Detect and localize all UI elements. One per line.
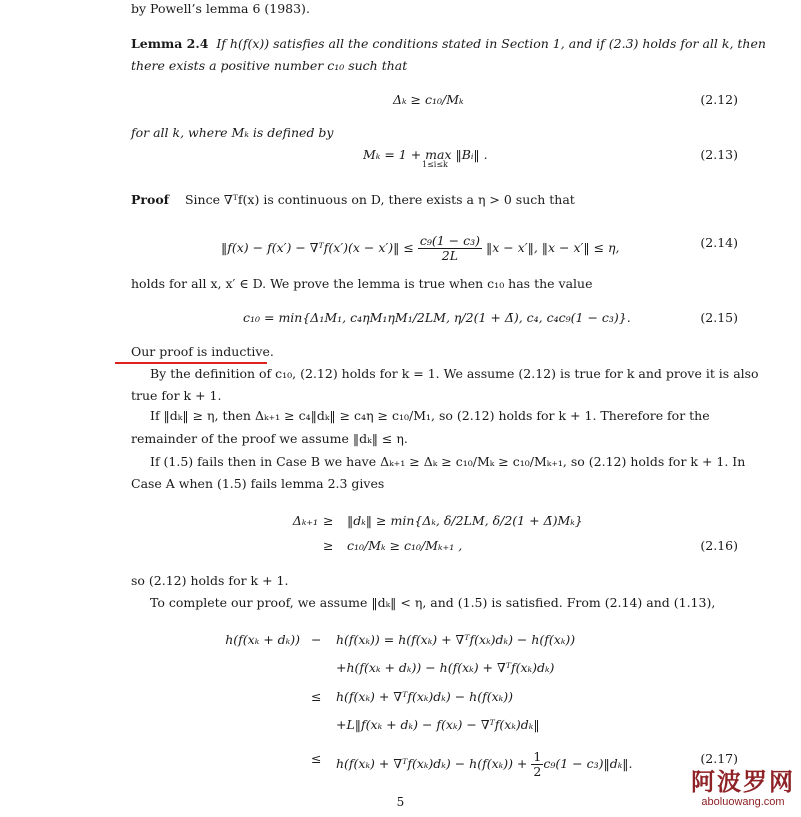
equation-2-17-half-denominator: 2 xyxy=(533,764,542,779)
proof-text: Since ∇ᵀf(x) is continuous on D, there exists a η > 0 such that xyxy=(184,192,575,207)
equation-number-2-16: (2.16) xyxy=(700,538,738,553)
equation-number-2-13: (2.13) xyxy=(700,147,738,162)
equation-2-14 xyxy=(221,234,620,263)
equation-number-2-14: (2.14) xyxy=(700,235,738,250)
equation-2-14-left: ‖f(x) − f(x′) − ∇ᵀf(x′)(x − x′)‖ ≤ xyxy=(221,240,414,255)
equation-2-17-row5 xyxy=(336,750,633,779)
equation-2-17-row5-left: h(f(xₖ) + ∇ᵀf(xₖ)dₖ) − h(f(xₖ)) + xyxy=(336,756,528,771)
equation-2-14-right: ‖x − x′‖, ‖x − x′‖ ≤ η, xyxy=(485,240,620,255)
equation-2-16-rel1: ≥ xyxy=(323,513,334,528)
paragraph2-line2: remainder of the proof we assume ‖dₖ‖ ≤ η. xyxy=(131,431,408,446)
paragraph1-line2: true for k + 1. xyxy=(131,388,222,403)
equation-2-14-denominator: 2L xyxy=(441,248,459,263)
equation-number-2-17: (2.17) xyxy=(700,751,738,766)
proof-label: Proof xyxy=(131,192,170,207)
paragraph4-line: To complete our proof, we assume ‖dₖ‖ < η, and (1.5) is satisfied. From (2.14) and (1.13), xyxy=(150,595,716,610)
equation-2-14-numerator: c₉(1 − c₃) xyxy=(419,233,480,248)
page-number: 5 xyxy=(396,795,405,809)
text-inductive: Our proof is inductive. xyxy=(131,344,274,359)
equation-2-16-row1: ‖dₖ‖ ≥ min{Δₖ, δ/2LM, δ/2(1 + Δ̄)Mₖ} xyxy=(347,513,583,528)
equation-2-17-row5-right: c₉(1 − c₃)‖dₖ‖. xyxy=(543,756,633,771)
paragraph3-line2: Case A when (1.5) fails lemma 2.3 gives xyxy=(131,476,385,491)
lemma-text1: If h(f(x)) satisfies all the conditions stated in Section 1, and if (2.3) holds for all k, then xyxy=(216,36,766,51)
equation-2-17-half-numerator: 1 xyxy=(533,749,542,764)
lemma-label: Lemma 2.4 xyxy=(131,36,209,51)
watermark-logo-text: 阿波罗网 xyxy=(691,768,795,796)
red-underline-annotation xyxy=(115,362,267,364)
paragraph2-line1: If ‖dₖ‖ ≥ η, then Δₖ₊₁ ≥ c₄‖dₖ‖ ≥ c₄η ≥ c₁₀/M₁, so (2.12) holds for k + 1. Therefore for the xyxy=(150,408,710,423)
equation-2-13: Mₖ = 1 + max ‖Bᵢ‖ . xyxy=(363,147,488,162)
lemma-for-all-line: for all k, where Mₖ is defined by xyxy=(131,125,334,140)
equation-2-17-rel5: ≤ xyxy=(311,751,322,766)
equation-2-17-half-fraction xyxy=(531,750,543,779)
equation-2-13-subscript: 1≤i≤k xyxy=(422,160,448,169)
equation-2-17-rel1: − xyxy=(311,632,322,647)
equation-2-17-row3: h(f(xₖ) + ∇ᵀf(xₖ)dₖ) − h(f(xₖ)) xyxy=(336,689,513,704)
equation-2-14-fraction xyxy=(418,234,482,263)
equation-2-17-rel3: ≤ xyxy=(311,689,322,704)
text-holds-line: holds for all x, x′ ∈ D. We prove the lemma is true when c₁₀ has the value xyxy=(131,276,593,291)
lemma-statement-line2: there exists a positive number c₁₀ such that xyxy=(131,58,408,73)
equation-2-15: c₁₀ = min{Δ₁M₁, c₄ηM₁ηM₁/2LM, η/2(1 + Δ̄), c₄, c₄c₉(1 − c₃)}. xyxy=(243,310,631,325)
equation-2-17-lhs: h(f(xₖ + dₖ)) xyxy=(225,632,300,647)
equation-number-2-15: (2.15) xyxy=(700,310,738,325)
lemma-statement-line1 xyxy=(131,35,766,53)
proof-line xyxy=(131,191,737,209)
equation-2-16-rel2: ≥ xyxy=(323,538,334,553)
equation-number-2-12: (2.12) xyxy=(700,92,738,107)
equation-2-16-lhs: Δₖ₊₁ xyxy=(292,513,318,528)
equation-2-17-row4: +L‖f(xₖ + dₖ) − f(xₖ) − ∇ᵀf(xₖ)dₖ‖ xyxy=(336,717,540,732)
watermark-url: aboluowang.com xyxy=(701,796,785,808)
equation-2-17-row1: h(f(xₖ)) = h(f(xₖ) + ∇ᵀf(xₖ)dₖ) − h(f(xₖ)) xyxy=(336,632,576,647)
equation-2-12: Δₖ ≥ c₁₀/Mₖ xyxy=(393,92,464,107)
equation-2-16-row2: c₁₀/Mₖ ≥ c₁₀/Mₖ₊₁ , xyxy=(347,538,463,553)
text-line-powell: by Powell’s lemma 6 (1983). xyxy=(131,1,310,16)
watermark xyxy=(691,768,795,809)
equation-2-17-row2: +h(f(xₖ + dₖ)) − h(f(xₖ) + ∇ᵀf(xₖ)dₖ) xyxy=(336,660,555,675)
text-so-holds: so (2.12) holds for k + 1. xyxy=(131,573,289,588)
paragraph1-line1: By the definition of c₁₀, (2.12) holds for k = 1. We assume (2.12) is true for k and prove it is also xyxy=(150,366,759,381)
paragraph3-line1: If (1.5) fails then in Case B we have Δₖ₊₁ ≥ Δₖ ≥ c₁₀/Mₖ ≥ c₁₀/Mₖ₊₁, so (2.12) holds for k + 1. In xyxy=(150,454,746,469)
